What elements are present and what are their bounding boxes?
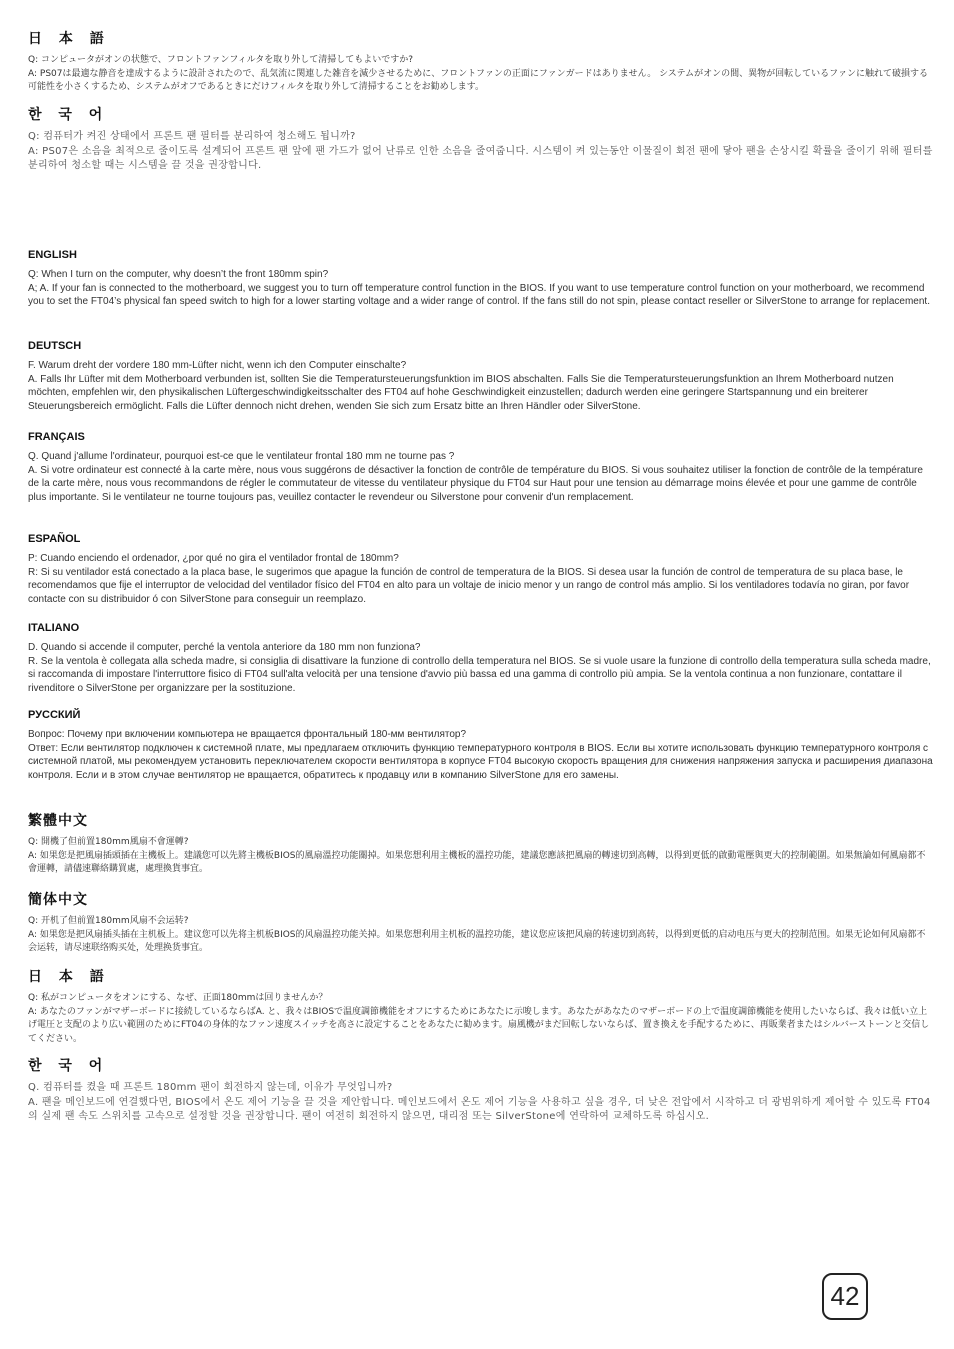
question-text: Q: 开机了但前置180mm风扇不会运转?: [28, 916, 189, 926]
section-korean-1: [28, 104, 933, 174]
section-heading: 簡体中文: [28, 892, 88, 908]
section-heading: ENGLISH: [28, 249, 77, 261]
answer-text: A: PS07은 소음을 최적으로 줄이도록 설계되어 프론트 팬 앞에 팬 가드가 없어 난류로 인한 소음을 줄여줍니다. 시스템이 켜 있는동안 이물질이 회전 팬에 닿아 팬을 손상시킬 확률을 줄이기 위해 필터를 분리하여 청소할 때는 시스템을 끌 것을 권장합니다.: [28, 145, 933, 171]
question-text: Q: When I turn on the computer, why doesn’t the front 180mm spin?: [28, 269, 329, 280]
section-francais: [28, 431, 933, 504]
section-heading: 한 국 어: [28, 107, 109, 123]
question-text: Q: 開機了但前置180mm風扇不會運轉?: [28, 837, 189, 847]
answer-text: A. 팬을 메인보드에 연결했다면, BIOS에서 온도 제어 기능을 끌 것을 제안합니다. 메인보드에서 온도 제어 기능을 사용하고 싶을 경우, 더 낮은 전압에서 시작하고 더 광범위하게 제어할 수 있도록 FT04의 실제 팬 속도 스위치를 고속으로 설정할 것을 권장합니다. 팬이 여전히 회전하지 않으면, 대리점 또는 SilverStone에 연락하여 교체하도록 하십시오.: [28, 1096, 931, 1122]
question-text: Q: 私がコンピュータをオンにする、なぜ、正面180mmは回りませんか？: [28, 993, 328, 1003]
section-simplified-chinese: [28, 889, 933, 956]
section-espanol: [28, 533, 933, 606]
question-text: P: Cuando enciendo el ordenador, ¿por qué no gira el ventilador frontal de 180mm?: [28, 553, 399, 564]
section-heading: ESPAÑOL: [28, 533, 81, 545]
section-heading: ITALIANO: [28, 622, 80, 634]
section-deutsch: [28, 340, 933, 413]
section-heading: DEUTSCH: [28, 340, 82, 352]
question-text: Q. Quand j'allume l'ordinateur, pourquoi est-ce que le ventilateur frontal 180 mm ne tourne pas ?: [28, 451, 455, 462]
section-traditional-chinese: [28, 810, 933, 877]
answer-text: R. Se la ventola è collegata alla scheda madre, si consiglia di disattivare la funzione di controllo della temperatura nel BIOS. Se si vuole usare la funzione di controllo della temperatura sulla scheda madre, si raccomanda di impostare l'interruttore fisico di FT04 sull'alta velocità per una tensione d'avvio più bassa ed una gamma di controllo più ampia. Se la ventola continua a non funzionare, contattare il rivenditore o SilverStone per organizzare per la sostituzione.: [28, 655, 931, 694]
answer-text: A: あなたのファンがマザーボードに接続しているならばA. と、我々はBIOSで温度調節機能をオフにするためにあなたに示唆します。あなたがあなたのマザーボードの上で温度調節機能を使用したいならば、我々は低い立上げ電圧と支配のより広い範囲のためにFT04の身体的なファン速度スイッチを高さに設定することをあなたに勧めます。扇風機がまだ回転しないならば、置き換えを手配するために、再販業者またはシルバーストーンと交信してください。: [28, 1006, 930, 1044]
section-english: [28, 249, 933, 309]
section-heading: FRANÇAIS: [28, 431, 85, 443]
section-heading: 한 국 어: [28, 1058, 109, 1074]
section-japanese-2: [28, 966, 933, 1046]
answer-text: A: 如果您是把風扇插頭插在主機板上。建議您可以先將主機板BIOS的風扇溫控功能關掉。如果您想利用主機板的溫控功能，建議您應該把風扇的轉速切到高轉，以得到更低的啟動電壓與更大的控制範圍。如果無論如何風扇都不會運轉，請儘速聯絡購買處，處理換貨事宜。: [28, 850, 926, 874]
section-heading: 繁體中文: [28, 813, 88, 829]
section-italiano: [28, 622, 933, 695]
question-text: Q: コンピュータがオンの状態で、フロントファンフィルタを取り外して清掃してもよいですか?: [28, 55, 414, 65]
question-text: D. Quando si accende il computer, perché la ventola anteriore da 180 mm non funziona?: [28, 642, 421, 653]
section-heading: РУССКИЙ: [28, 709, 81, 721]
answer-text: R: Si su ventilador está conectado a la placa base, le sugerimos que apague la función de control de temperatura de la BIOS. Si desea usar la función de control de temperatura de su placa base, le recomendamos que fije el interruptor de velocidad del ventilador físico del FT04 en alto para un voltaje de inicio menor y un rango de control más amplio. Si los ventiladores todavía no giran, por favor contacte con su distribuidor ó con SilverStone para conseguir un reemplazo.: [28, 566, 910, 605]
section-russian: [28, 709, 933, 782]
section-japanese-1: [28, 28, 933, 95]
section-heading: 日 本 語: [28, 31, 110, 47]
section-heading: 日 本 語: [28, 969, 110, 985]
answer-text: A: PS07は最適な静音を達成するように設計されたので、乱気流に関連した雑音を減少させるために、フロントファンの正面にファンガードはありません。 システムがオンの間、異物が回転しているファンに触れて破損する可能性を小さくするため、システムがオフであるときにだけフィルタを取り外して清掃することをお勧めします。: [28, 68, 929, 92]
answer-text: A; A. If your fan is connected to the motherboard, we suggest you to turn off temperature control function in the BIOS. If you want to use temperature control function on your motherboard, we recommend you to set the FT04’s physical fan speed switch to high for a lower starting voltage and a wider range of control. If the fans still do not spin, please contact reseller or SilverStone to arrange for replacement.: [28, 282, 930, 308]
page-number: 42: [822, 1273, 868, 1320]
question-text: F. Warum dreht der vordere 180 mm-Lüfter nicht, wenn ich den Computer einschalte?: [28, 360, 407, 371]
answer-text: A. Falls Ihr Lüfter mit dem Motherboard verbunden ist, sollten Sie die Temperatursteuerungsfunktion im BIOS abschalten. Falls Sie die Temperatursteuerungsfunktion an Ihrem Motherboard nutzen möchten, empfehlen wir, den physikalischen Lüftergeschwindigkeitsschalter des FT04 auf hohe Geschwindigkeit einzustellen; dadurch werden eine geringere Startspannung und ein breiterer Steuerungsbereich ermöglicht. Falls die Lüfter dennoch nicht drehen, wenden Sie sich zum Ersatz bitte an Ihren Händler oder SilverStone.: [28, 373, 894, 412]
question-text: Вопрос: Почему при включении компьютера не вращается фронтальный 180-мм вентилятор?: [28, 729, 467, 740]
answer-text: A: 如果您是把风扇插头插在主机板上。建议您可以先将主机板BIOS的风扇温控功能关掉。如果您想利用主机板的温控功能，建议您应该把风扇的转速切到高转，以得到更低的启动电压与更大的控制范围。如果无论如何风扇都不会运转，请尽速联络购买处，处理换货事宜。: [28, 929, 926, 953]
section-korean-2: [28, 1055, 933, 1125]
answer-text: A. Si votre ordinateur est connecté à la carte mère, nous vous suggérons de désactiver la fonction de contrôle de température du BIOS. Si vous souhaitez utiliser la fonction de contrôle de la température de la carte mère, nous vous recommandons de régler le commutateur de vitesse du ventilateur physique du FT04 sur Haut pour une tension au démarrage moins élevée et pour une gamme de contrôle plus importante. Si le ventilateur ne tourne toujours pas, veuillez contacter le revendeur ou Silverstone pour convenir d'un remplacement.: [28, 464, 923, 503]
question-text: Q: 컴퓨터가 켜진 상태에서 프론트 팬 필터를 분리하여 청소해도 됩니까?: [28, 131, 356, 142]
answer-text: Ответ: Если вентилятор подключен к системной плате, мы предлагаем отключить функцию температурного контроля в BIOS. Если вы хотите использовать функцию температурного контроля с системной платой, мы рекомендуем установить переключателем скорости вентилятора в корпусе FT04 высокую скорость вращения для снижения напряжения запуска и расширения диапазона контроля. Если и в этом случае вентилятор не вращается, обратитесь к продавцу или в компанию SilverStone для его замены.: [28, 742, 933, 781]
question-text: Q. 컴퓨터를 켰을 때 프론트 180mm 팬이 회전하지 않는데, 이유가 무엇입니까?: [28, 1082, 393, 1093]
